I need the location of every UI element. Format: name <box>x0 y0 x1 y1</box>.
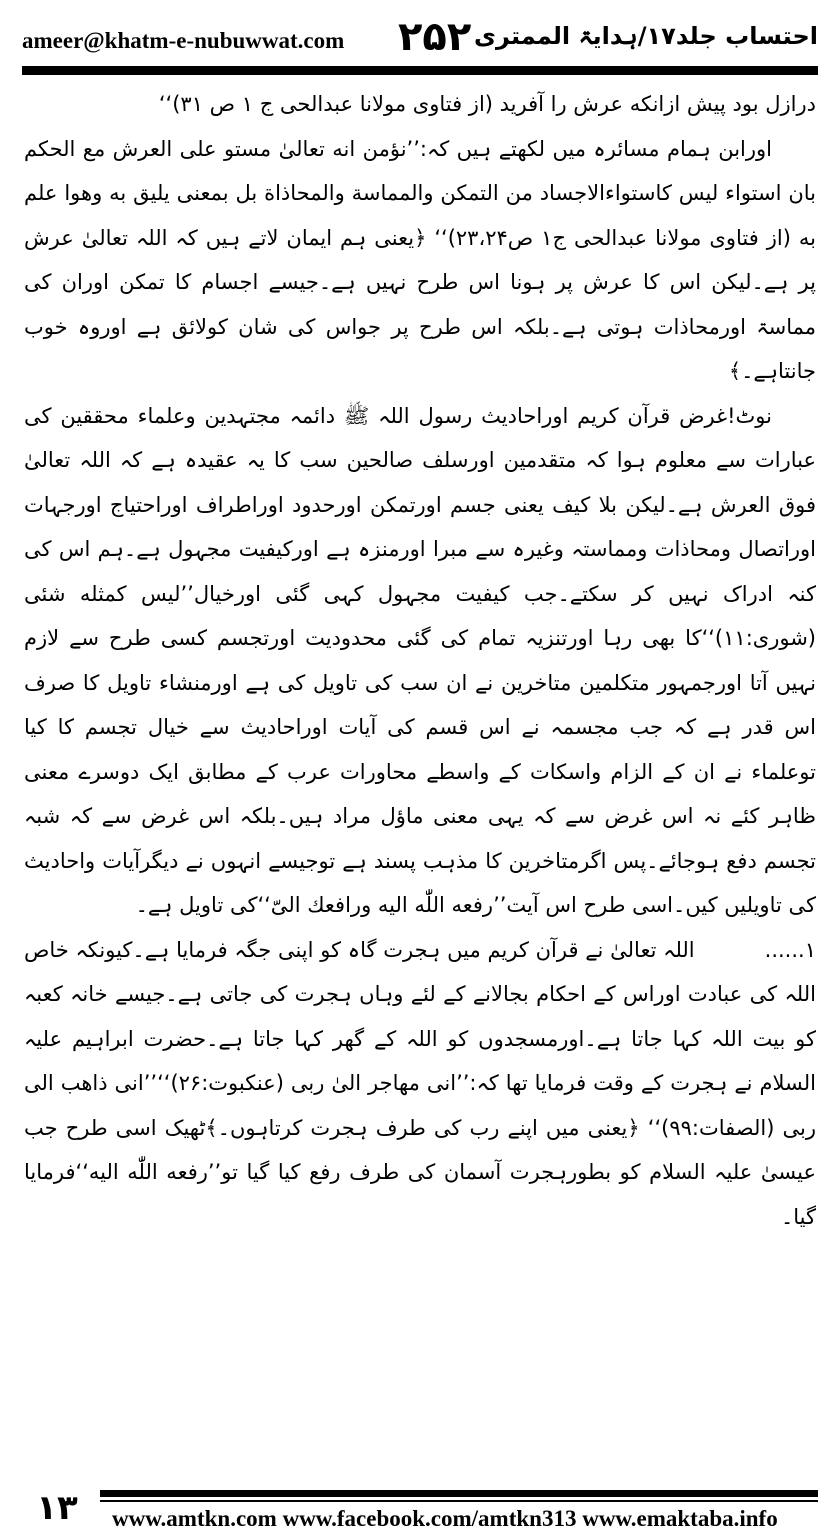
page-header <box>22 14 818 66</box>
footnote-marker: ۱...... <box>764 937 816 962</box>
paragraph-1: درازل بود پیش ازانکه عرش را آفرید (از فتاوی مولانا عبدالحی ج ۱ ص ۳۱)‘‘ <box>158 92 816 116</box>
footer-links: www.amtkn.com www.facebook.com/amtkn313 www.emaktaba.info <box>112 1506 778 1531</box>
paragraph-2: اورابن ہمام مسائرہ میں لکھتے ہیں کہ:’’نؤمن انه تعالیٰ مستو علی العرش مع الحکم بان استواء لیس کاستواءالاجساد من التمکن والمماسة والمحاذاة بل بمعنی یلیق به وھوا علم به (از فتاوی مولانا عبدالحی ج۱ ص۲۳،۲۴)‘‘ ﴿یعنی ہم ایمان لاتے ہیں کہ اللہ تعالیٰ عرش پر ہے۔لیکن اس کا عرش پر ہونا اس طرح نہیں ہے۔جیسے اجسام کا تمکن اوران کی مماسۃ اورمحاذات ہوتی ہے۔بلکہ اس طرح پر جواس کی شان کولائق ہے اوروہ خوب جانتاہے۔﴾ <box>24 136 816 383</box>
header-email: ameer@khatm-e-nubuwwat.com <box>22 28 345 53</box>
page-number: ۲۵۲ <box>398 14 472 60</box>
page-serial: ۱۳ <box>36 1488 78 1528</box>
footer-rule-thin <box>100 1500 818 1502</box>
paragraph-4-text: اللہ تعالیٰ نے قرآن کریم میں ہجرت گاہ کو اپنی جگہ فرمایا ہے۔کیونکہ خاص اللہ کی عبادت اوراس کے احکام بجالانے کے لئے وہاں ہجرت کی جاتی ہے۔جیسے خانہ کعبہ کو بیت اللہ کہا جاتا ہے۔اورمسجدوں کو اللہ کے گھر کہا جاتا ہے۔حضرت ابراہیم علیہ السلام نے ہجرت کے وقت فرمایا تھا کہ:’’انی مھاجر الیٰ ربی (عنکبوت:۲۶)‘‘’’انی ذاھب الی ربی (الصفات:۹۹)‘‘ ﴿یعنی میں اپنے رب کی طرف ہجرت کرتاہوں۔﴾ٹھیک اسی طرح جب عیسیٰ علیہ السلام کو بطورہجرت آسمان کی طرف رفع کیا گیا تو’’رفعه اللّٰه الیه‘‘فرمایا گیا۔ <box>24 937 816 1229</box>
paragraph-3: نوٹ!غرض قرآن کریم اوراحادیث رسول اللہ ﷺ دائمہ مجتہدین وعلماء محققین کی عبارات سے معلوم ہوا کہ متقدمین اورسلف صالحین سب کا یہ عقیدہ ہے کہ اللہ تعالیٰ فوق العرش ہے۔لیکن بلا کیف یعنی جسم اورتمکن اورحدود اوراطراف اوراحتیاج اورجہات اوراتصال ومحاذات ومماستہ وغیرہ سے مبرا اورمنزہ ہے اورکیفیت مجہول ہے۔ہم اس کی کنہ ادراک نہیں کر سکتے۔جب کیفیت مجہول کہی گئی اورخیال’’لیس کمثله شئی (شوری:۱۱)‘‘کا بھی رہا اورتنزیہ تمام کی گئی محدودیت اورتجسم کسی طرح سے لازم نہیں آتا اورجمہور متکلمین متاخرین نے ان سب کی تاویل کی ہے اورمنشاء تاویل کا صرف اس قدر ہے کہ جب مجسمہ نے اس قسم کی آیات اوراحادیث سے خیال تجسم کا کیا توعلماء نے ان کے الزام واسکات کے واسطے محاورات عرب کے مطابق ایک دوسرے معنی ظاہر کئے نہ اس غرض سے کہ یہی معنی ماؤل مراد ہیں۔بلکہ اس غرض سے کہ شبہ تجسم دفع ہوجائے۔پس اگرمتاخرین کا مذہب پسند ہے توجیسے انہوں نے دیگرآیات واحادیث کی تاویلیں کیں۔اسی طرح اس آیت’’رفعه اللّٰه الیه ورافعك الیّ‘‘کی تاویل ہے۔ <box>24 403 816 917</box>
header-rule <box>22 66 818 75</box>
footer-rule <box>100 1490 818 1497</box>
paragraph-4 <box>24 928 816 1240</box>
page-footer <box>22 1488 818 1536</box>
book-title: احتساب جلد۱۷/ہدایۃ الممتری <box>474 22 818 50</box>
page-body <box>24 82 816 1472</box>
